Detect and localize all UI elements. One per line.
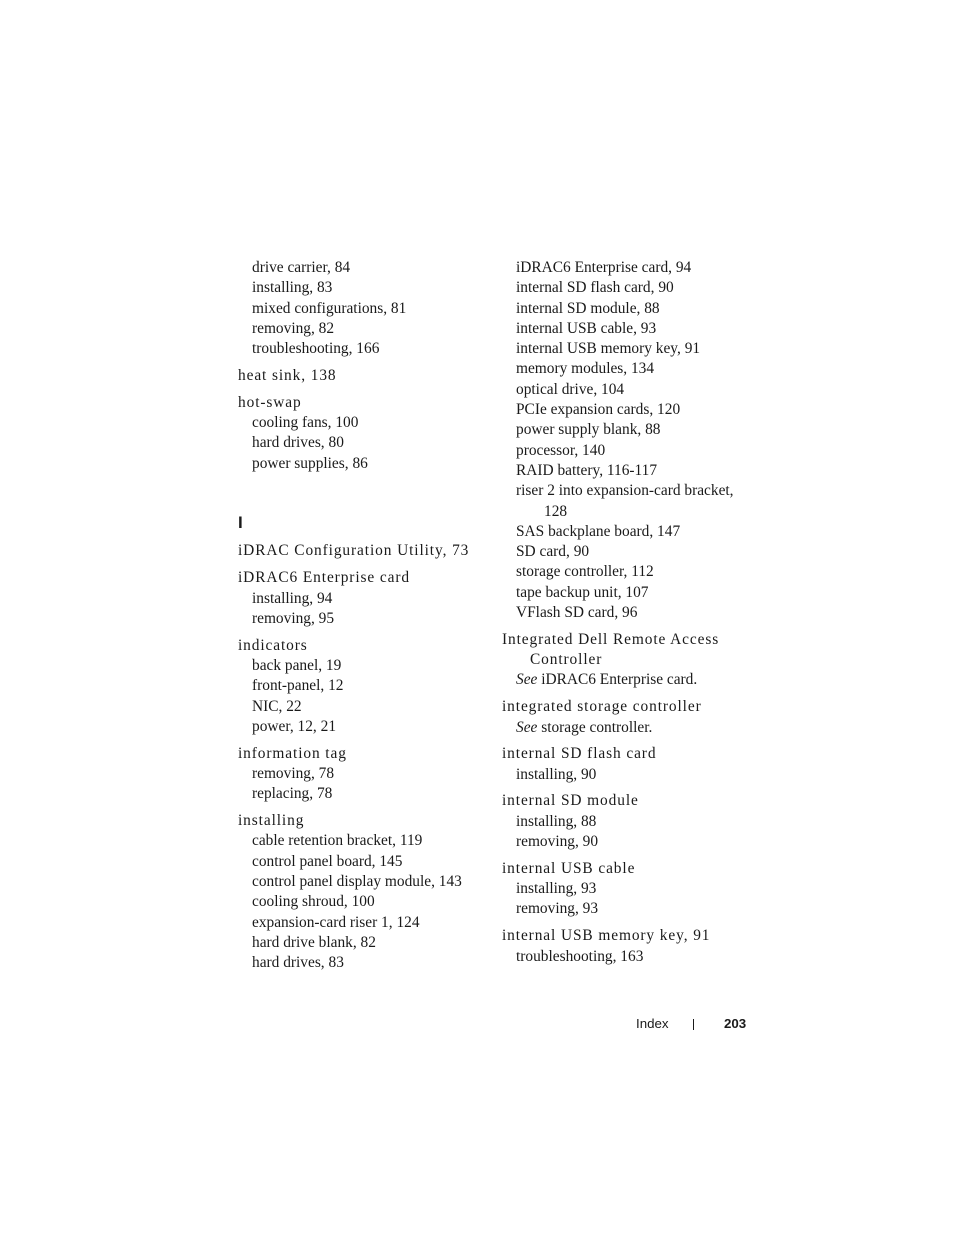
index-subentry: back panel, 19 bbox=[252, 656, 342, 674]
index-subentry-list bbox=[238, 831, 488, 973]
index-subentry-list bbox=[238, 764, 488, 805]
index-subentry-list bbox=[502, 947, 752, 967]
index-entry bbox=[502, 744, 752, 785]
see-target: storage controller. bbox=[541, 718, 653, 736]
index-subentry: mixed configurations, 81 bbox=[252, 299, 407, 317]
index-subentry-list bbox=[502, 718, 752, 738]
index-subentry: VFlash SD card, 96 bbox=[516, 604, 638, 622]
index-subentry: installing, 90 bbox=[516, 765, 597, 783]
footer-section-title: Index bbox=[636, 1016, 669, 1031]
index-subentry: cable retention bracket, 119 bbox=[252, 832, 423, 850]
index-subentry-list bbox=[502, 670, 752, 690]
index-entry bbox=[502, 630, 752, 691]
index-entry bbox=[502, 697, 752, 738]
index-term: iDRAC Configuration Utility, 73 bbox=[238, 542, 470, 560]
index-subentry: internal USB cable, 93 bbox=[516, 319, 657, 337]
index-subentry: processor, 140 bbox=[516, 441, 606, 459]
index-term: internal SD flash card bbox=[502, 745, 657, 763]
index-entry-list bbox=[238, 258, 488, 973]
index-term: hot-swap bbox=[238, 393, 302, 411]
section-letter: I bbox=[238, 512, 243, 532]
index-entry bbox=[238, 393, 488, 474]
see-target: iDRAC6 Enterprise card. bbox=[541, 671, 698, 689]
index-column-right bbox=[502, 258, 752, 973]
index-subentry: power, 12, 21 bbox=[252, 717, 337, 735]
index-term: Integrated Dell Remote Access Controller bbox=[502, 630, 720, 669]
index-subentry: memory modules, 134 bbox=[516, 360, 655, 378]
index-subentry: troubleshooting, 166 bbox=[252, 340, 380, 358]
index-subentry: removing, 90 bbox=[516, 833, 599, 851]
index-term: indicators bbox=[238, 636, 308, 654]
index-entry bbox=[502, 926, 752, 967]
see-reference bbox=[502, 718, 752, 738]
index-term: integrated storage controller bbox=[502, 698, 702, 716]
index-term: internal USB cable bbox=[502, 859, 636, 877]
index-subentry: internal SD module, 88 bbox=[516, 299, 660, 317]
index-subentry: removing, 93 bbox=[516, 900, 599, 918]
footer-separator bbox=[693, 1019, 694, 1030]
index-entry bbox=[238, 258, 488, 359]
index-subentry: drive carrier, 84 bbox=[252, 259, 351, 276]
index-subentry: RAID battery, 116-117 bbox=[516, 461, 658, 479]
see-reference bbox=[502, 670, 752, 690]
index-subentry: control panel board, 145 bbox=[252, 852, 403, 870]
index-subentry-list bbox=[502, 258, 752, 623]
index-term: installing bbox=[238, 812, 305, 830]
index-subentry: hard drives, 80 bbox=[252, 434, 344, 452]
index-subentry: cooling shroud, 100 bbox=[252, 893, 375, 911]
index-subentry: removing, 82 bbox=[252, 319, 335, 337]
index-subentry-list bbox=[502, 812, 752, 853]
index-subentry-list bbox=[502, 879, 752, 920]
see-label: See bbox=[516, 671, 538, 689]
index-subentry-list bbox=[502, 765, 752, 785]
page-footer bbox=[0, 1016, 954, 1036]
index-entry bbox=[502, 791, 752, 852]
index-entry bbox=[238, 541, 488, 561]
index-subentry: control panel display module, 143 bbox=[252, 872, 462, 890]
index-subentry: cooling fans, 100 bbox=[252, 414, 359, 432]
index-subentry: iDRAC6 Enterprise card, 94 bbox=[516, 259, 692, 276]
index-subentry: removing, 95 bbox=[252, 609, 335, 627]
index-subentry-list bbox=[238, 656, 488, 737]
index-subentry: optical drive, 104 bbox=[516, 380, 625, 398]
index-subentry: installing, 83 bbox=[252, 279, 333, 297]
index-entry bbox=[238, 568, 488, 629]
index-subentry: installing, 94 bbox=[252, 589, 333, 607]
index-subentry: PCIe expansion cards, 120 bbox=[516, 401, 681, 419]
index-term: iDRAC6 Enterprise card bbox=[238, 569, 410, 587]
index-subentry: front-panel, 12 bbox=[252, 677, 344, 695]
index-entry bbox=[238, 744, 488, 805]
index-subentry: SAS backplane board, 147 bbox=[516, 522, 681, 540]
index-term: information tag bbox=[238, 744, 347, 762]
index-subentry: installing, 88 bbox=[516, 812, 597, 830]
page-number: 203 bbox=[724, 1016, 747, 1031]
index-subentry: internal SD flash card, 90 bbox=[516, 279, 674, 297]
index-subentry: hard drive blank, 82 bbox=[252, 933, 376, 951]
index-entry-list bbox=[502, 258, 752, 967]
index-subentry-list bbox=[238, 589, 488, 630]
index-subentry: storage controller, 112 bbox=[516, 563, 654, 581]
index-term: heat sink, 138 bbox=[238, 366, 337, 384]
index-entry bbox=[502, 859, 752, 920]
index-subentry: power supplies, 86 bbox=[252, 454, 368, 472]
index-subentry: tape backup unit, 107 bbox=[516, 583, 649, 601]
index-column-left bbox=[238, 258, 488, 980]
index-subentry: NIC, 22 bbox=[252, 697, 302, 715]
index-entry bbox=[238, 811, 488, 973]
index-entry bbox=[238, 366, 488, 386]
index-subentry: troubleshooting, 163 bbox=[516, 947, 644, 965]
index-subentry: internal USB memory key, 91 bbox=[516, 340, 701, 358]
index-entry bbox=[502, 258, 752, 623]
index-subentry: hard drives, 83 bbox=[252, 954, 344, 972]
index-subentry: removing, 78 bbox=[252, 764, 335, 782]
see-label: See bbox=[516, 718, 538, 736]
index-subentry: power supply blank, 88 bbox=[516, 421, 661, 439]
index-term: internal SD module bbox=[502, 792, 639, 810]
index-subentry-list bbox=[238, 258, 488, 359]
index-subentry: SD card, 90 bbox=[516, 543, 590, 561]
index-subentry: installing, 93 bbox=[516, 880, 597, 898]
index-term: internal USB memory key, 91 bbox=[502, 927, 711, 945]
index-subentry: replacing, 78 bbox=[252, 785, 333, 803]
index-subentry-list bbox=[238, 413, 488, 474]
index-subentry: riser 2 into expansion-card bracket, 128 bbox=[516, 482, 734, 520]
index-entry bbox=[238, 636, 488, 737]
index-subentry: expansion-card riser 1, 124 bbox=[252, 913, 420, 931]
